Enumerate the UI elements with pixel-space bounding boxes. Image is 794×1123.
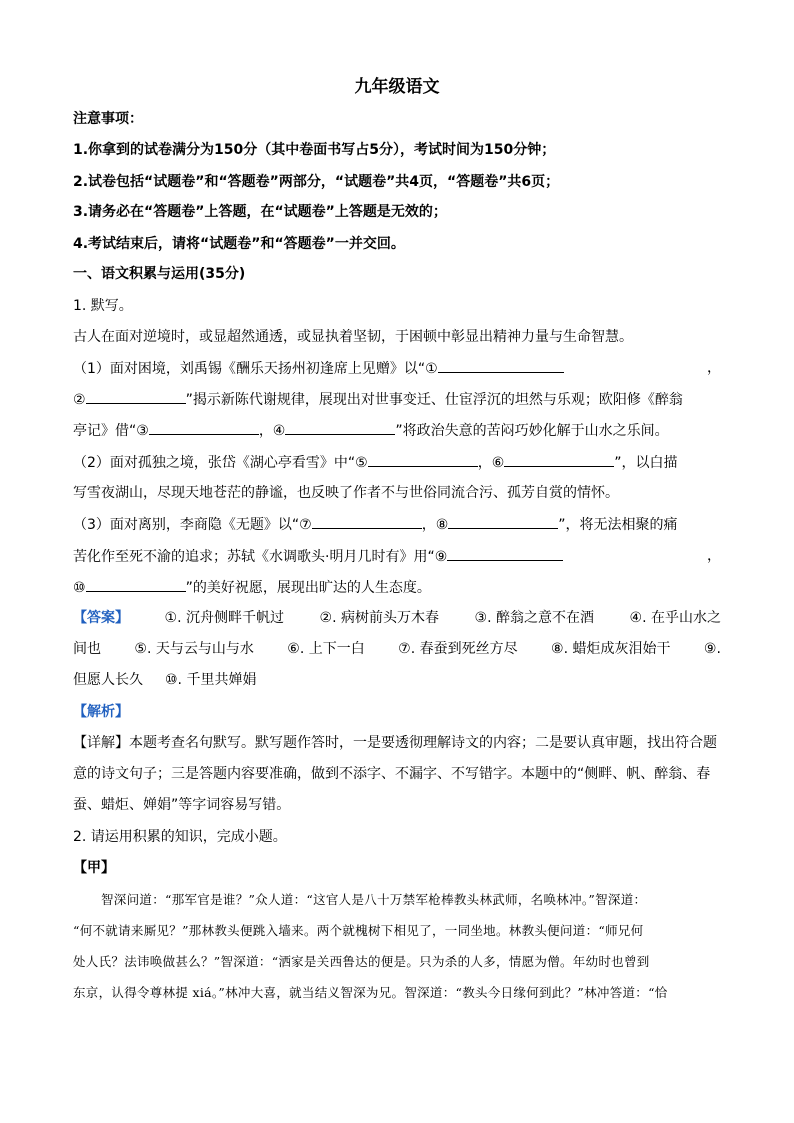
question-text: ”揭示新陈代谢规律，展现出对世事变迁、仕宦浮沉的坦然与乐观；欧阳修《醉翁: [185, 392, 683, 408]
answer-item: ⑥. 上下一白: [287, 641, 365, 657]
blank-line: [438, 358, 564, 373]
question-text: ”，将无法相聚的痛: [558, 517, 678, 533]
question-intro: 古人在面对逆境时，或显超然通透，或显执着坚韧，于困顿中彰显出精神力量与生命智慧。: [73, 329, 633, 345]
notice-item: 3.请务必在“答题卷”上答题，在“试题卷”上答题是无效的；: [73, 204, 447, 220]
answer-line: [73, 670, 256, 690]
answer-item: ⑩. 千里共婵娟: [165, 672, 257, 688]
analysis-text: 蚕、蜡炬、婵娟”等字词容易写错。: [73, 797, 291, 813]
passage-line: “何不就请来厮见？”那林教头便跳入墙来。两个就槐树下相见了，一同坐地。林教头便问道：“师兄何: [73, 923, 644, 938]
blank-line: [86, 577, 186, 592]
passage-line: 东京，认得令尊林提 xiá。”林冲大喜，就当结义智深为兄。智深道：“教头今日缘何到此？”林冲答道：“恰: [73, 985, 668, 1000]
question-text: ②: [73, 392, 86, 408]
answer-line: [73, 639, 721, 659]
answer-item: ⑧. 蜡炬成灰泪始干: [551, 641, 671, 657]
question-text: ，: [707, 360, 721, 376]
blank-line: [285, 420, 395, 435]
answer-item: ⑨.: [703, 641, 721, 657]
answer-item: ②. 病树前头万木春: [319, 610, 439, 626]
passage-line: 智深问道：“那军官是谁？”众人道：“这官人是八十万禁军枪棒教头林武师，名唤林冲。”智深道：: [101, 892, 647, 907]
question-text: （3）面对离别，李商隐《无题》以“⑦: [73, 517, 312, 533]
question-text: ⑩: [73, 580, 86, 596]
question-text: ”将政治失意的苦闷巧妙化解于山水之乐间。: [395, 423, 669, 439]
question-line: [73, 389, 683, 410]
question-line: [73, 420, 669, 441]
notice-heading: 注意事项：: [73, 111, 143, 127]
analysis-text: 【详解】本题考查名句默写。默写题作答时，一是要透彻理解诗文的内容；二是要认真审题，找出符合题: [73, 735, 717, 751]
question-line: [73, 514, 678, 535]
answer-item: ④. 在乎山水之: [629, 610, 721, 626]
answer-tag: 【答案】: [73, 610, 129, 626]
question-line: [73, 452, 678, 473]
question-line: [73, 358, 721, 379]
question-text: （2）面对孤独之境，张岱《湖心亭看雪》中“⑤: [73, 455, 368, 471]
question-text: ，⑥: [477, 455, 505, 471]
notice-item: 2.试卷包括“试题卷”和“答题卷”两部分，“试题卷”共4页，“答题卷”共6页；: [73, 174, 560, 190]
answer-item: 间也: [73, 641, 101, 657]
blank-line: [86, 389, 186, 404]
answer-item: 但愿人长久: [73, 672, 143, 688]
question-label: 2. 请运用积累的知识，完成小题。: [73, 829, 287, 845]
answer-item: ⑦. 春蚕到死丝方尽: [398, 641, 518, 657]
question-text: 苦化作至死不渝的追求；苏轼《水调歌头·明月几时有》用“⑨: [73, 549, 448, 565]
question-text: ”，以白描: [614, 455, 678, 471]
question-text: （1）面对困境，刘禹锡《酬乐天扬州初逢席上见赠》以“①: [73, 361, 438, 377]
blank-line: [448, 514, 558, 529]
analysis-tag: 【解析】: [73, 704, 129, 720]
passage-line: 处人氏？法讳唤做甚么？”智深道：“洒家是关西鲁达的便是。只为杀的人多，情愿为僧。年幼时也曾到: [73, 954, 650, 969]
question-text: ，: [707, 548, 721, 564]
blank-line: [447, 546, 563, 561]
blank-line: [149, 420, 259, 435]
question-label: 1. 默写。: [73, 298, 133, 314]
blank-line: [312, 514, 422, 529]
analysis-text: 意的诗文句子；三是答题内容要准确，做到不添字、不漏字、不写错字。本题中的“侧畔、帆、醉翁、春: [73, 766, 711, 782]
blank-line: [368, 452, 478, 467]
question-line: [73, 577, 431, 598]
section-heading: 一、语文积累与运用(35分): [73, 266, 246, 282]
answer-item: ⑤. 天与云与山与水: [134, 641, 254, 657]
question-text: ”的美好祝愿，展现出旷达的人生态度。: [185, 580, 431, 596]
page-title: 九年级语文: [354, 77, 440, 97]
answer-item: ③. 醉翁之意不在酒: [474, 610, 594, 626]
answer-item: ①. 沉舟侧畔千帆过: [164, 610, 284, 626]
question-text: ，⑧: [421, 517, 449, 533]
answer-line: [73, 608, 721, 628]
notice-item: 1.你拿到的试卷满分为150分（其中卷面书写占5分），考试时间为150分钟；: [73, 142, 556, 158]
question-line: 写雪夜湖山，尽现天地苍茫的静谧，也反映了作者不与世俗同流合污、孤芳自赏的情怀。: [73, 485, 619, 501]
passage-label: 【甲】: [73, 860, 115, 876]
question-line: [73, 546, 721, 567]
blank-line: [504, 452, 614, 467]
question-text: ，④: [258, 423, 286, 439]
question-text: 亭记》借“③: [73, 423, 149, 439]
notice-item: 4.考试结束后，请将“试题卷”和“答题卷”一并交回。: [73, 236, 405, 252]
